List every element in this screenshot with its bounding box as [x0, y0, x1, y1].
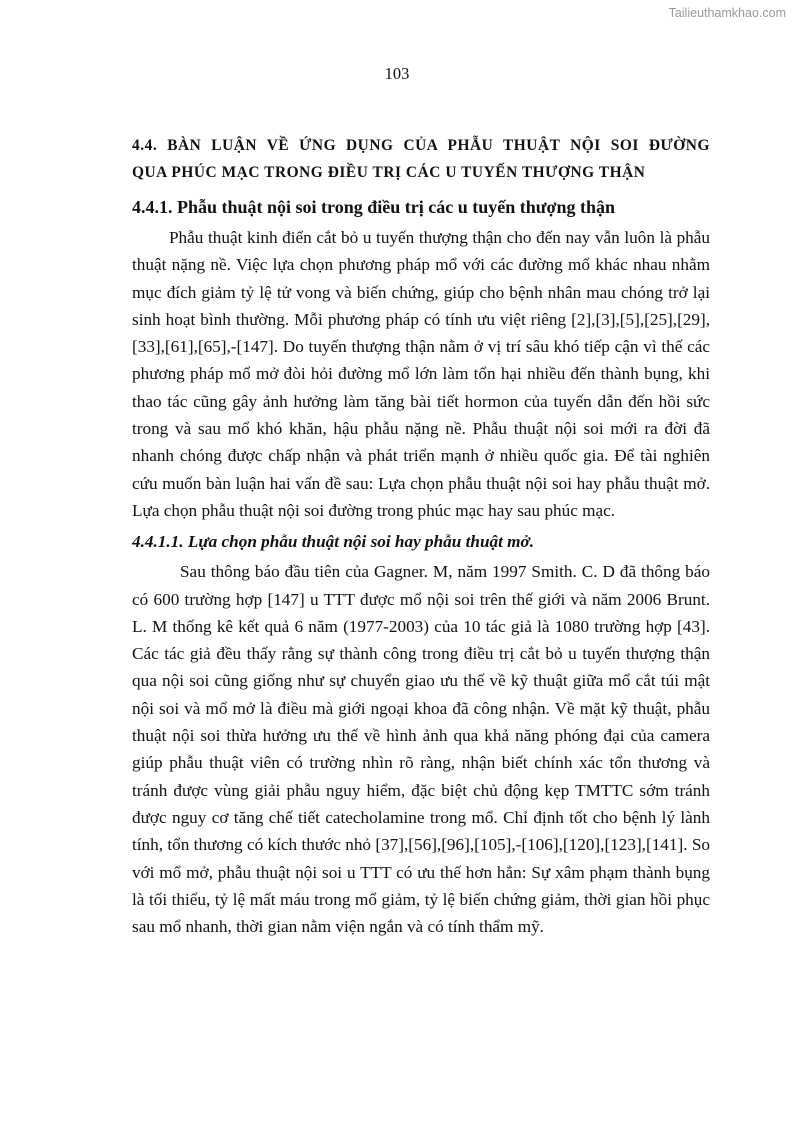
subsubsection-heading: 4.4.1.1. Lựa chọn phẫu thuật nội soi hay phẫu thuật mở.	[132, 532, 535, 552]
document-body	[132, 132, 710, 940]
section-heading-line-1: 4.4. BÀN LUẬN VỀ ỨNG DỤNG CỦA PHẪU THUẬT NỘI SOI ĐƯỜNG	[132, 137, 710, 154]
section-heading-line-2: QUA PHÚC MẠC TRONG ĐIỀU TRỊ CÁC U TUYẾN THƯỢNG THẬN	[132, 164, 646, 181]
subsubsection-paragraph: Sau thông báo đầu tiên của Gagner. M, năm 1997 Smith. C. D đã thông báo có 600 trường hợp [147] u TTT được mổ nội soi trên thế giới và năm 2006 Brunt. L. M thống kê kết quả 6 năm (1977-2003) của 10 tác giả là 1080 trường hợp [43]. Các tác giả đều thấy rằng sự thành công trong điều trị cắt bỏ u tuyến thượng thận qua nội soi cũng giống như sự chuyển giao ưu thế về kỹ thuật giữa mổ cắt túi mật nội soi và mổ mở là điều mà giới ngoại khoa đã công nhận. Về mặt kỹ thuật, phẫu thuật nội soi thừa hưởng ưu thế về hình ảnh qua khả năng phóng đại của camera giúp phẫu thuật viên có trường nhìn rõ ràng, nhận biết chính xác tổn thương và tránh được vùng giải phẫu nguy hiểm, đặc biệt chủ động kẹp TMTTC sớm tránh được nguy cơ tăng chế tiết catecholamine trong mổ. Chỉ định tốt cho bệnh lý lành tính, tổn thương có kích thước nhỏ [37],[56],[96],[105],-[106],[120],[123],[141]. So với mổ mở, phẫu thuật nội soi u TTT có ưu thế hơn hẳn: Sự xâm phạm thành bụng là tối thiểu, tỷ lệ mất máu trong mổ giảm, tỷ lệ biến chứng giảm, thời gian hồi phục sau mổ nhanh, thời gian nằm viện ngắn và có tính thẩm mỹ.	[132, 562, 710, 937]
subsection-paragraph: Phẫu thuật kinh điển cắt bỏ u tuyến thượng thận cho đến nay vẫn luôn là phẫu thuật nặng nề. Việc lựa chọn phương pháp mổ với các đường mổ khác nhau nhằm mục đích giảm tỷ lệ tử vong và biến chứng, giúp cho bệnh nhân mau chóng trở lại sinh hoạt bình thường. Mỗi phương pháp có tính ưu việt riêng [2],[3],[5],[25],[29],[33],[61],[65],-[147]. Do tuyến thượng thận nằm ở vị trí sâu khó tiếp cận vì thế các phương pháp mổ mở đòi hỏi đường mổ lớn làm tổn hại nhiều đến thành bụng, khi thao tác cũng gây ảnh hưởng làm tăng bài tiết hormon của tuyến dẫn đến hồi sức trong và sau mổ khó khăn, hậu phẫu nặng nề. Phẫu thuật nội soi mới ra đời đã nhanh chóng được chấp nhận và phát triển mạnh ở nhiều quốc gia. Để tài nghiên cứu muốn bàn luận hai vấn đề sau: Lựa chọn phẫu thuật nội soi hay phẫu thuật mở. Lựa chọn phẫu thuật nội soi đường trong phúc mạc hay sau phúc mạc.	[132, 228, 710, 520]
subsection-heading: 4.4.1. Phẫu thuật nội soi trong điều trị các u tuyến thượng thận	[132, 197, 616, 217]
page-number: 103	[384, 64, 410, 83]
section-heading	[132, 132, 710, 186]
watermark: Tailieuthamkhao.com	[668, 6, 786, 20]
